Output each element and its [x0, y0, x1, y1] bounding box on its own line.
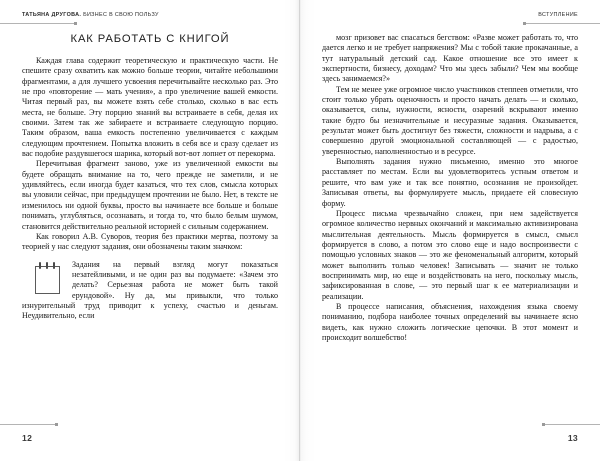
rule-dot-icon [74, 22, 77, 25]
page-title: КАК РАБОТАТЬ С КНИГОЙ [70, 33, 230, 45]
paragraph: Тем не менее уже огромное число участников степпеев отметили, что стоит только убрать оценочность и просто начать делать — и сколько, оказывается, силы, нужности, ясности, озарений вскрывают именно такие будто бы незначительные и несуразные задания. Оказывается, результат может быть достигнут без тяжести, сложности и надрыва, а с совершенно другой эмоциональной составляющей — с радостью, уверенностью, наполненностью и в ресурсе. [322, 84, 578, 156]
rule-dot-icon [55, 423, 58, 426]
task-callout [22, 260, 278, 322]
running-head-right [538, 10, 578, 20]
paragraph: В процессе написания, объяснения, нахождения языка своему пониманию, подбора наиболее точных определений вы начинаете ясно видеть, как нужно сложить логические цепочки. В этот момент и происходит волшебство! [322, 301, 578, 342]
paragraph: Процесс письма чрезвычайно сложен, при нем задействуется огромное количество нервных окончаний и максимально активизирована мыслительная деятельность. Мысль формируется в смысл, смысл формируется в слово, а потом это слово еще и надо воспроизвести с помощью условных знаков — это же феноменальный алгоритм, который может выполнить только человек! Записывать — значит не только воспринимать мир, но еще и воздействовать на него, поскольку мысль, зафиксированная в слове, — это первый шаг к ее материализации и реализации. [322, 208, 578, 301]
notepad-body [35, 266, 60, 294]
left-text-column [22, 56, 278, 322]
page-number-left: 12 [22, 433, 33, 443]
header-rule-right [523, 23, 600, 24]
paragraph: Как говорил А.В. Суворов, теория без практики мертва, поэтому за теорией у нас следуют задания, они обозначены таким значком: [22, 231, 278, 252]
paragraph: Выполнять задания нужно письменно, именно это многое расставляет по местам. Если вы удовлетворитесь устным ответом и решите, что вам уже и так все понятно, осознания не произойдет. Записывая ответы, вы формулируете мысль, придаете ей словесную форму. [322, 157, 578, 208]
notepad-icon [35, 262, 64, 295]
right-text-column [322, 33, 578, 343]
footer-rule-right [542, 424, 600, 425]
notepad-ring-icon [53, 262, 55, 269]
rule-dot-icon [523, 22, 526, 25]
notepad-ring-icon [39, 262, 41, 269]
page-number-right: 13 [567, 433, 578, 443]
running-head-section: ВСТУПЛЕНИЕ [538, 12, 578, 18]
callout-text: Задания на первый взгляд могут показаться незатейливыми, и не один раз вы подумаете: «Зачем это делать? Серьезная работа не может быть такой ерундовой». Ну да, мы привыкли, что только изнурительный труд приводит к успеху, счастью и деньгам. Неудивительно, если [22, 259, 278, 321]
paragraph: Каждая глава содержит теоретическую и практическую части. Не спешите сразу охватить как можно больше теории, читайте небольшими фрагментами, а для лучшего усвоения перечитывайте несколько раз. Это не про «повторение — мать учения», а про увеличение вашей емкости. Читая первый раз, вы можете взять себе столько, сколько в вас есть места, не больше. Эту порцию знаний вы встраиваете в себя, делая их своими. Затем так же забираете и встраиваете следующую порцию. Таким образом, ваша емкость постепенно увеличивается с каждым следующим прочтением. Попытка вложить в себя все и сразу сделает из вас подобие раздувшегося шарика, который вот-вот лопнет от перекорма. [22, 56, 278, 159]
paragraph: мозг призовет вас спасаться бегством: «Разве может работать то, что дается легко и не требует напряжения? Мы с тобой такие прокачанные, а тут натуральный детский сад. Какое отношение все это имеет к экспертности, бизнесу, доходам? Что мы здесь забыли? Чем мы вообще здесь занимаемся?» [322, 33, 578, 84]
rule-dot-icon [542, 423, 545, 426]
running-head-author: ТАТЬЯНА ДРУГОВА. [22, 12, 82, 18]
notepad-ring-icon [46, 262, 48, 269]
paragraph: Перечитывая фрагмент заново, уже из увеличенной емкости вы будете обращать внимание на то, чего прежде не заметили, и не удивляйтесь, если иногда будет казаться, что тех слов, смысла которых вы уловили сейчас, при предыдущем прочтении не было. Нет, в тексте не изменилось ни одной буквы, просто вы начинаете все больше и больше понимать, углубляться, осознавать, и тогда то, что было белым шумом, становится действительно реальной историей с сильным содержанием. [22, 159, 278, 231]
footer-rule-left [0, 424, 58, 425]
running-head-left [22, 10, 159, 20]
running-head-book-title: БИЗНЕС В СВОЮ ПОЛЬЗУ [81, 12, 159, 18]
right-page [300, 0, 600, 461]
header-rule-left [0, 23, 77, 24]
